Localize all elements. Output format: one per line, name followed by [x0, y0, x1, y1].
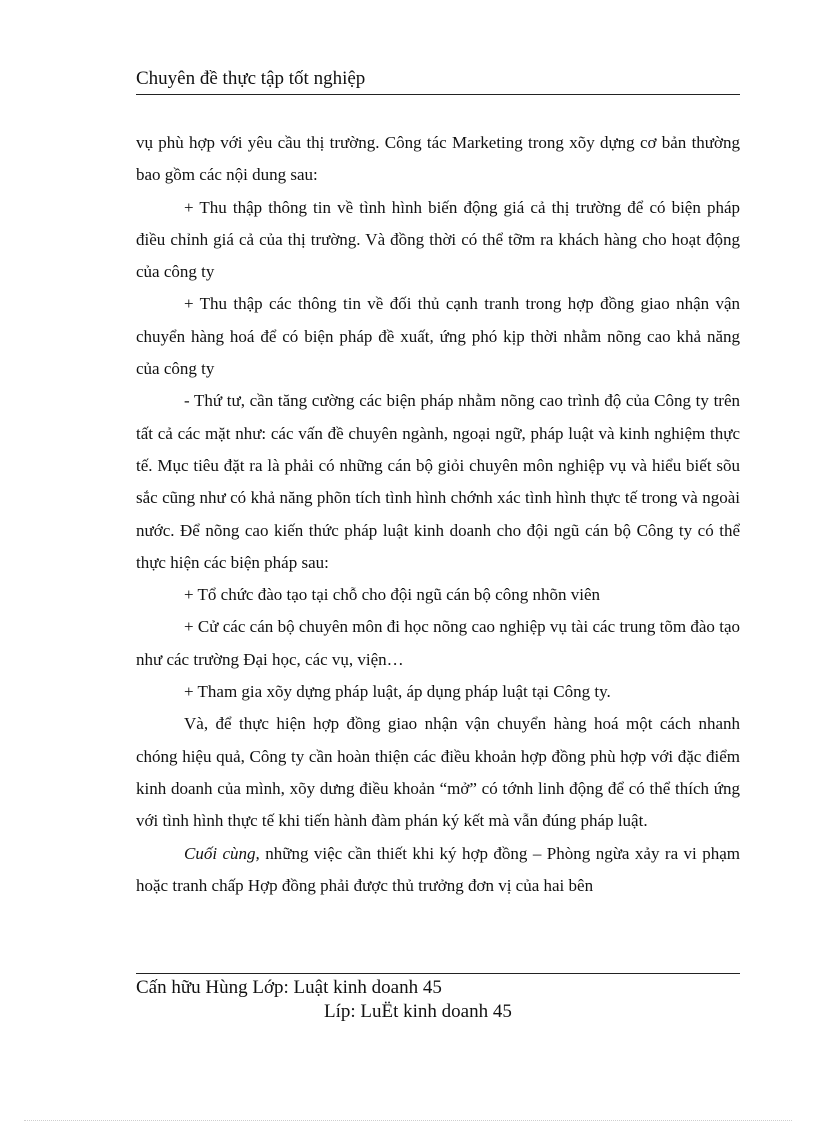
document-body [136, 127, 740, 902]
paragraph-5: + Tổ chức đào tạo tại chỗ cho đội ngũ cán bộ công nhõn viên [184, 585, 600, 605]
paragraph-4: - Thứ tư, cần tăng cường các biện pháp nhằm nõng cao trình độ của Công ty trên tất cả các mặt như: các vấn đề chuyên ngành, ngoại ngữ, pháp luật và kinh nghiệm thực tế. Mục tiêu đặt ra là phải có những cán bộ giỏi chuyên môn nghiệp vụ và hiểu biết sõu sắc cũng như có khả năng phõn tích tình hình chớnh xác tình hình thực tế trong và ngoài nước. Để nõng cao kiến thức pháp luật kinh doanh cho đội ngũ cán bộ Công ty có thể thực hiện các biện pháp sau: [136, 391, 740, 572]
paragraph-7: + Tham gia xõy dựng pháp luật, áp dụng pháp luật tại Công ty. [184, 682, 611, 702]
header-title: Chuyên đề thực tập tốt nghiệp [136, 68, 366, 89]
paragraph-1: vụ phù hợp với yêu cầu thị trường. Công tác Marketing trong xõy dựng cơ bản thường bao gồm các nội dung sau: [136, 133, 740, 185]
footer-divider [136, 973, 740, 974]
paragraph-8: Và, để thực hiện hợp đồng giao nhận vận chuyển hàng hoá một cách nhanh chóng hiệu quả, Công ty cần hoàn thiện các điều khoản hợp đồng phù hợp với đặc điểm kinh doanh của mình, xõy dưng điều khoản “mở” có tớnh linh động để có thể thích ứng với tình hình thực tế khi tiến hành đàm phán ký kết mà vẫn đúng pháp luật. [136, 714, 740, 831]
paragraph-9 [136, 838, 740, 903]
paragraph-9-text: những việc cần thiết khi ký hợp đồng – Phòng ngừa xảy ra vi phạm hoặc tranh chấp Hợp đồng phải được thủ trưởng đơn vị của hai bên [136, 843, 740, 895]
paragraph-2: + Thu thập thông tin về tình hình biến động giá cả thị trường để có biện pháp điều chỉnh giá cả của thị trường. Và đồng thời có thể tỡm ra khách hàng cho hoạt động của công ty [136, 197, 740, 282]
page-bottom-edge [24, 1120, 792, 1121]
footer-class-line: Líp: LuËt kinh doanh 45 [324, 1001, 512, 1022]
paragraph-6: + Cử các cán bộ chuyên môn đi học nõng cao nghiệp vụ tài các trung tõm đào tạo như các trường Đại học, các vụ, viện… [136, 617, 740, 669]
paragraph-3: + Thu thập các thông tin về đối thủ cạnh tranh trong hợp đồng giao nhận vận chuyển hàng hoá để có biện pháp đề xuất, ứng phó kịp thời nhằm nõng cao khả năng của công ty [136, 294, 740, 379]
paragraph-9-italic-lead: Cuối cùng, [184, 843, 260, 863]
footer-author-line: Cấn hữu Hùng Lớp: Luật kinh doanh 45 [136, 977, 442, 998]
page-header [136, 68, 740, 95]
